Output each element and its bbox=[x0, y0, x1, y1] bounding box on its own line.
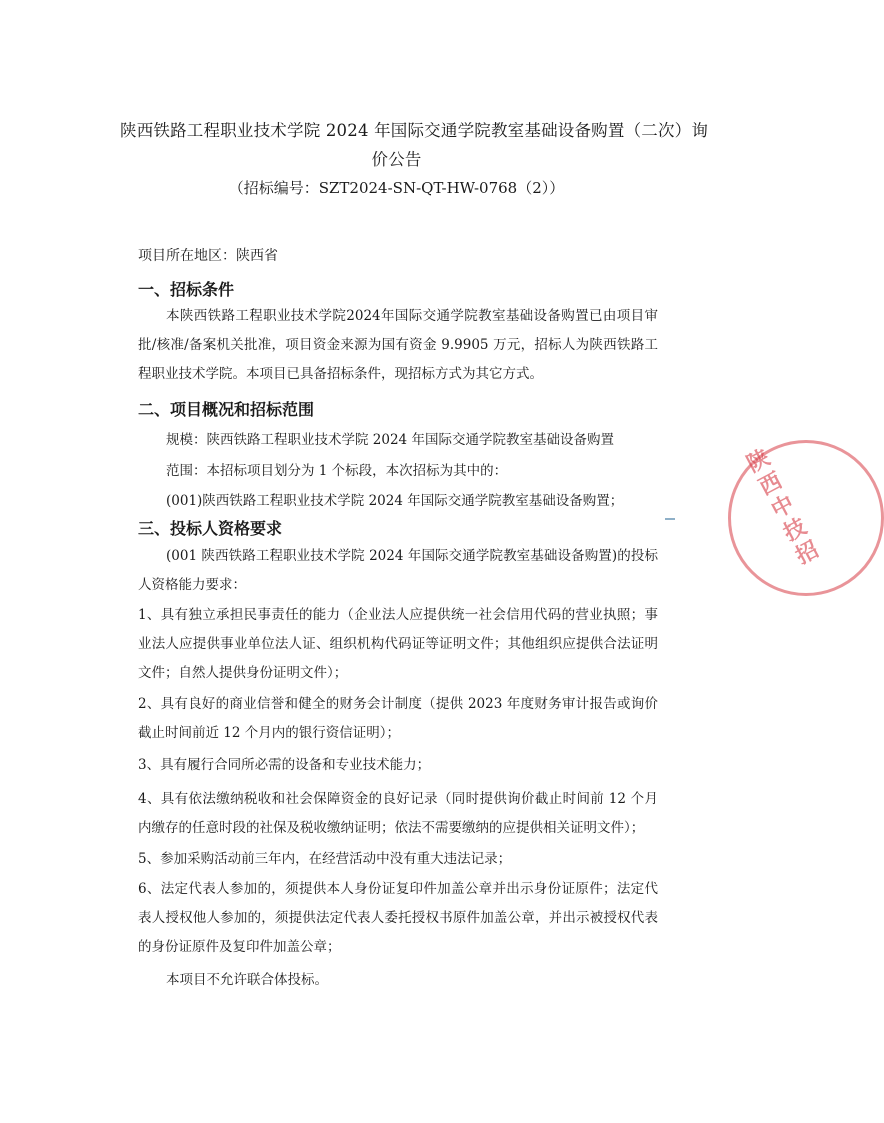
requirement-1: 1、具有独立承担民事责任的能力（企业法人应提供统一社会信用代码的营业执照；事业法人应提供事业单位法人证、组织机构代码证等证明文件；其他组织应提供合法证明文件；自然人提供身份证明文件）； bbox=[138, 607, 658, 681]
section-3-intro: (001 陕西铁路工程职业技术学院 2024 年国际交通学院教室基础设备购置)的投标人资格能力要求： bbox=[138, 548, 658, 593]
document-title bbox=[120, 116, 709, 174]
title-line-2: 价公告 bbox=[371, 150, 422, 169]
section-3-heading: 三、投标人资格要求 bbox=[138, 519, 283, 538]
project-region: 项目所在地区：陕西省 bbox=[138, 248, 278, 264]
scan-mark bbox=[665, 518, 675, 520]
section-1-paragraph: 本陕西铁路工程职业技术学院2024年国际交通学院教室基础设备购置已由项目审批/核准/备案机关批准，项目资金来源为国有资金 9.9905 万元，招标人为陕西铁路工程职业技术学院。本项目已具备招标条件，现招标方式为其它方式。 bbox=[138, 308, 658, 382]
requirement-3: 3、具有履行合同所必需的设备和专业技术能力； bbox=[138, 757, 431, 773]
section-2-scope: 范围：本招标项目划分为 1 个标段，本次招标为其中的： bbox=[166, 463, 508, 479]
section-2-lot: (001)陕西铁路工程职业技术学院 2024 年国际交通学院教室基础设备购置； bbox=[166, 493, 624, 509]
tender-code: （招标编号：SZT2024-SN-QT-HW-0768（2）） bbox=[228, 179, 565, 197]
requirement-4: 4、具有依法缴纳税收和社会保障资金的良好记录（同时提供询价截止时间前 12 个月内缴存的任意时段的社保及税收缴纳证明；依法不需要缴纳的应提供相关证明文件）； bbox=[138, 791, 658, 836]
title-line-1: 陕西铁路工程职业技术学院 2024 年国际交通学院教室基础设备购置（二次）询 bbox=[120, 121, 709, 140]
section-2-scale: 规模：陕西铁路工程职业技术学院 2024 年国际交通学院教室基础设备购置 bbox=[166, 432, 614, 448]
requirement-2: 2、具有良好的商业信誉和健全的财务会计制度（提供 2023 年度财务审计报告或询价截止时间前近 12 个月内的银行资信证明）； bbox=[138, 696, 658, 741]
section-2-heading: 二、项目概况和招标范围 bbox=[138, 400, 315, 419]
consortium-note: 本项目不允许联合体投标。 bbox=[166, 972, 328, 988]
requirement-5: 5、参加采购活动前三年内，在经营活动中没有重大违法记录； bbox=[138, 851, 512, 867]
official-seal-text: 陕西中技招 bbox=[739, 444, 824, 572]
requirement-6: 6、法定代表人参加的，须提供本人身份证复印件加盖公章并出示身份证原件；法定代表人授权他人参加的，须提供法定代表人委托授权书原件加盖公章，并出示被授权代表的身份证原件及复印件加盖公章； bbox=[138, 881, 658, 955]
section-1-heading: 一、招标条件 bbox=[138, 280, 235, 299]
